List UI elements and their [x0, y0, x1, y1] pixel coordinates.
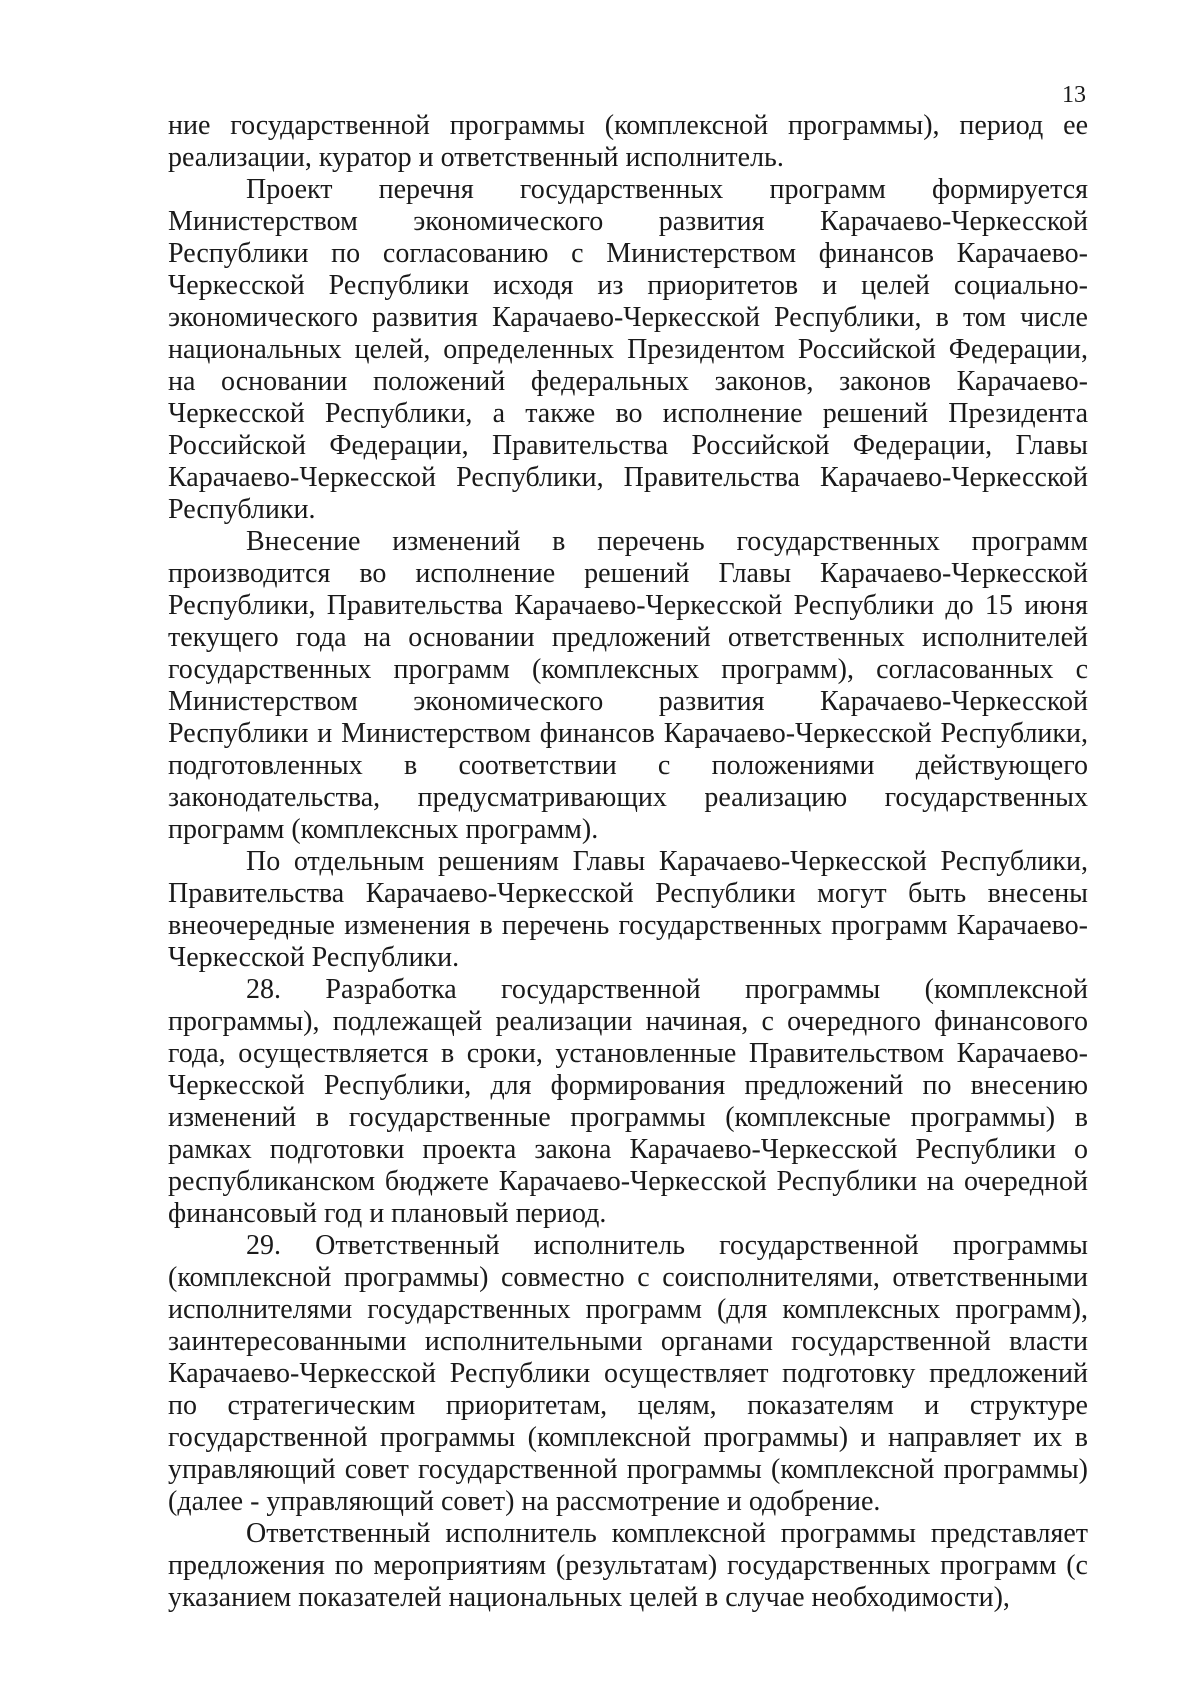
paragraph-extraordinary-changes: По отдельным решениям Главы Карачаево-Черкесской Республики, Правительства Карачаево-Черкесской Республики могут быть внесены внеочередные изменения в перечень государственных программ Карачаево-Черкесской Республики.: [168, 846, 1088, 973]
paragraph-complex-program-proposals: Ответственный исполнитель комплексной программы представляет предложения по мероприятиям (результатам) государственных программ (с указанием показателей национальных целей в случае необходимости),: [168, 1518, 1088, 1613]
paragraph-item-28: 28. Разработка государственной программы (комплексной программы), подлежащей реализации начиная, с очередного финансового года, осуществляется в сроки, установленные Правительством Карачаево-Черкесской Республики, для формирования предложений по внесению изменений в государственные программы (комплексные программы) в рамках подготовки проекта закона Карачаево-Черкесской Республики о республиканском бюджете Карачаево-Черкесской Республики на очередной финансовый год и плановый период.: [168, 974, 1088, 1229]
document-body: [168, 110, 1088, 1614]
paragraph-draft-list: Проект перечня государственных программ формируется Министерством экономического развития Карачаево-Черкесской Республики по согласованию с Министерством финансов Карачаево-Черкесской Республики исходя из приоритетов и целей социально-экономического развития Карачаево-Черкесской Республики, в том числе национальных целей, определенных Президентом Российской Федерации, на основании положений федеральных законов, законов Карачаево-Черкесской Республики, а также во исполнение решений Президента Российской Федерации, Правительства Российской Федерации, Главы Карачаево-Черкесской Республики, Правительства Карачаево-Черкесской Республики.: [168, 174, 1088, 525]
paragraph-continuation: ние государственной программы (комплексной программы), период ее реализации, куратор и ответственный исполнитель.: [168, 110, 1088, 173]
paragraph-list-changes: Внесение изменений в перечень государственных программ производится во исполнение решений Главы Карачаево-Черкесской Республики, Правительства Карачаево-Черкесской Республики до 15 июня текущего года на основании предложений ответственных исполнителей государственных программ (комплексных программ), согласованных с Министерством экономического развития Карачаево-Черкесской Республики и Министерством финансов Карачаево-Черкесской Республики, подготовленных в соответствии с положениями действующего законодательства, предусматривающих реализацию государственных программ (комплексных программ).: [168, 526, 1088, 845]
paragraph-item-29: 29. Ответственный исполнитель государственной программы (комплексной программы) совместно с соисполнителями, ответственными исполнителями государственных программ (для комплексных программ), заинтересованными исполнительными органами государственной власти Карачаево-Черкесской Республики осуществляет подготовку предложений по стратегическим приоритетам, целям, показателям и структуре государственной программы (комплексной программы) и направляет их в управляющий совет государственной программы (комплексной программы) (далее - управляющий совет) на рассмотрение и одобрение.: [168, 1230, 1088, 1517]
page-number: 13: [1062, 82, 1086, 108]
